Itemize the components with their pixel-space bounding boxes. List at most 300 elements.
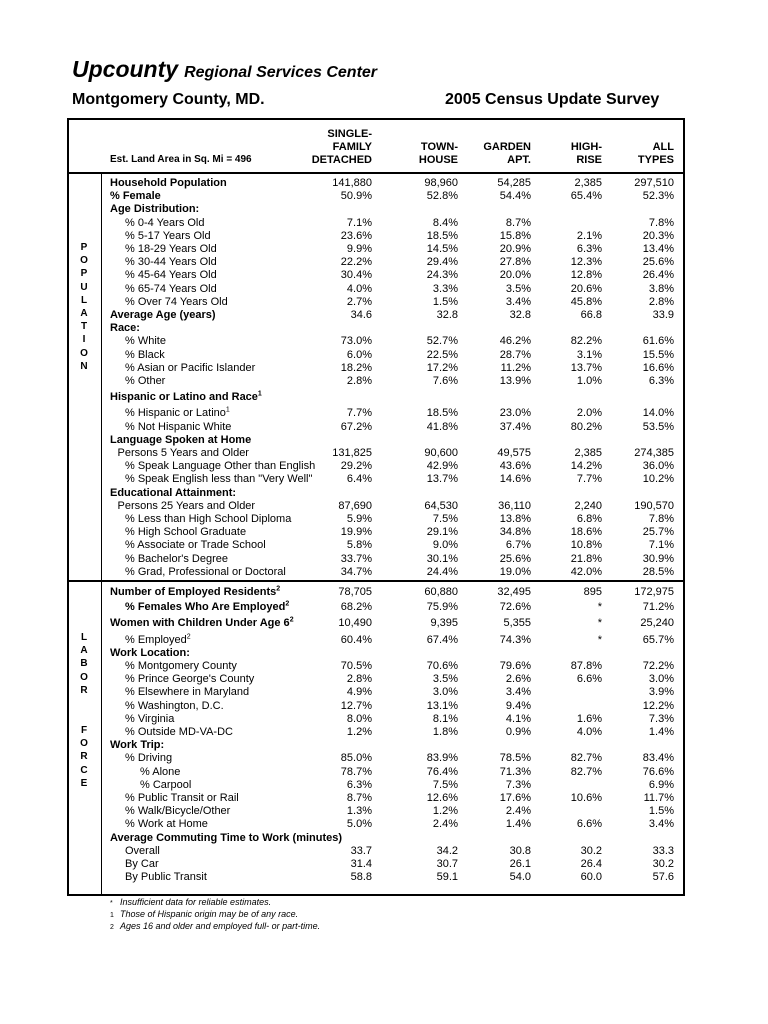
row-value: 2.8% bbox=[346, 673, 372, 686]
table-row bbox=[0, 818, 768, 831]
row-label-text: % 65-74 Years Old bbox=[125, 282, 217, 295]
row-value: 80.2% bbox=[570, 420, 602, 433]
row-value: 7.3% bbox=[505, 778, 531, 791]
row-label bbox=[125, 601, 289, 614]
row-label-text: % Work at Home bbox=[125, 818, 208, 831]
row-label bbox=[110, 203, 199, 216]
table-row bbox=[0, 779, 768, 792]
row-value: 15.8% bbox=[499, 229, 531, 242]
table-row bbox=[0, 752, 768, 765]
row-label-text: % Washington, D.C. bbox=[125, 699, 224, 712]
row-value: 3.5% bbox=[505, 282, 531, 295]
row-value: 1.5% bbox=[432, 295, 458, 308]
row-value: 5.9% bbox=[346, 513, 372, 525]
row-value: 45.8% bbox=[570, 295, 602, 308]
row-value: 9.9% bbox=[346, 243, 372, 255]
labor-letter: B bbox=[80, 658, 88, 670]
row-value: 34.7% bbox=[340, 565, 372, 578]
row-label-text: % Public Transit or Rail bbox=[125, 792, 239, 804]
row-label bbox=[125, 805, 230, 818]
table-row bbox=[0, 686, 768, 699]
row-value: 70.6% bbox=[426, 660, 458, 672]
table-row bbox=[0, 766, 768, 779]
table-row bbox=[0, 447, 768, 460]
row-value: 72.2% bbox=[642, 660, 674, 672]
footnote-ref: 1 bbox=[225, 406, 230, 414]
row-value: 87.8% bbox=[570, 660, 602, 672]
population-letter: U bbox=[80, 281, 88, 293]
table-row bbox=[0, 647, 768, 660]
row-value: 30.8 bbox=[509, 844, 531, 857]
row-value: 2,385 bbox=[574, 447, 602, 459]
row-label bbox=[110, 739, 164, 752]
row-label-text: % Bachelor's Degree bbox=[125, 552, 228, 565]
row-value: 73.0% bbox=[340, 335, 372, 348]
row-value: 9.4% bbox=[505, 699, 531, 712]
row-label bbox=[125, 539, 266, 552]
row-label-text: Work Trip: bbox=[110, 739, 165, 752]
row-value: 30.1% bbox=[426, 552, 458, 565]
row-value: 11.2% bbox=[500, 361, 531, 374]
row-label bbox=[125, 283, 217, 296]
row-value: 7.8% bbox=[648, 216, 674, 229]
row-value: 12.8% bbox=[570, 269, 602, 282]
row-value: 76.6% bbox=[642, 765, 674, 778]
row-value: 72.6% bbox=[499, 601, 531, 614]
footnote-text: Ages 16 and older and employed full- or part-time. bbox=[120, 921, 321, 931]
row-value: 43.6% bbox=[499, 460, 531, 473]
row-value: 8.7% bbox=[505, 216, 531, 229]
population-letter: T bbox=[80, 321, 88, 333]
footnote-text: Insufficient data for reliable estimates. bbox=[120, 897, 272, 907]
force-letter: E bbox=[80, 777, 88, 789]
table-row bbox=[0, 309, 768, 322]
row-label bbox=[125, 407, 230, 420]
row-value: 30.7 bbox=[436, 858, 458, 870]
row-label-text: % 45-64 Years Old bbox=[125, 269, 217, 282]
row-value: 33.7 bbox=[350, 844, 372, 857]
col-head-line: RISE bbox=[576, 154, 602, 166]
row-value: 1.3% bbox=[346, 805, 372, 818]
row-value: 90,600 bbox=[424, 447, 458, 459]
row-label-text: % Montgomery County bbox=[125, 660, 237, 672]
row-value: 6.3% bbox=[576, 243, 602, 255]
row-label-text: % Speak Language Other than English bbox=[125, 460, 316, 473]
row-label-text: Number of Employed Residents bbox=[110, 586, 277, 598]
row-value: 3.5% bbox=[432, 673, 458, 686]
row-label bbox=[140, 779, 191, 792]
row-value: 27.8% bbox=[499, 256, 531, 269]
row-value: 2.4% bbox=[505, 805, 531, 818]
table-row bbox=[0, 553, 768, 566]
row-label-text: % Alone bbox=[140, 765, 181, 778]
row-value: 71.3% bbox=[499, 765, 531, 778]
row-value: 4.1% bbox=[505, 712, 531, 725]
row-label-text: Educational Attainment: bbox=[110, 486, 237, 499]
row-value: 7.1% bbox=[346, 216, 372, 229]
row-label-text: % Black bbox=[125, 348, 165, 361]
row-label-text: Age Distribution: bbox=[110, 203, 200, 216]
row-value: 13.4% bbox=[642, 243, 674, 255]
population-letter: P bbox=[80, 242, 88, 253]
col-head-townhouse bbox=[398, 141, 458, 167]
row-value: 83.9% bbox=[426, 752, 458, 765]
table-row bbox=[0, 487, 768, 500]
table-row bbox=[0, 190, 768, 203]
row-value: 30.2 bbox=[580, 844, 602, 857]
row-label bbox=[125, 726, 233, 739]
row-value: 3.4% bbox=[648, 818, 674, 831]
row-value: 190,570 bbox=[634, 499, 674, 512]
table-row bbox=[0, 586, 768, 599]
row-label-text: % Virginia bbox=[125, 712, 175, 725]
table-row bbox=[0, 349, 768, 362]
table-row bbox=[0, 362, 768, 375]
row-label bbox=[125, 818, 208, 831]
row-value: 52.7% bbox=[426, 335, 458, 348]
row-value: 24.4% bbox=[426, 565, 458, 578]
row-label-text: % High School Graduate bbox=[125, 526, 247, 539]
row-label bbox=[110, 832, 342, 845]
table-row bbox=[0, 713, 768, 726]
table-row bbox=[0, 421, 768, 434]
table-row bbox=[0, 513, 768, 526]
row-value: 29.4% bbox=[426, 256, 458, 269]
row-value: 1.4% bbox=[505, 818, 531, 831]
row-value: 6.6% bbox=[576, 673, 602, 686]
table-row bbox=[0, 858, 768, 871]
row-value: 13.8% bbox=[499, 513, 531, 525]
row-label-text: % Asian or Pacific Islander bbox=[125, 361, 256, 374]
row-value: 6.4% bbox=[346, 473, 372, 486]
row-value: 50.9% bbox=[340, 190, 372, 203]
row-value: 2.8% bbox=[648, 295, 674, 308]
row-label-text: Race: bbox=[110, 322, 140, 335]
table-row bbox=[0, 296, 768, 309]
row-label bbox=[110, 617, 294, 630]
row-value: 3.4% bbox=[505, 686, 531, 699]
row-value: 172,975 bbox=[634, 586, 674, 598]
row-label-text: By Car bbox=[125, 858, 159, 870]
labor-letter: A bbox=[80, 645, 88, 657]
row-value: 87,690 bbox=[338, 499, 372, 512]
row-label bbox=[110, 322, 140, 335]
table-row bbox=[0, 460, 768, 473]
row-value: 2.0% bbox=[576, 407, 602, 420]
table-row bbox=[0, 322, 768, 335]
row-label-text: % 30-44 Years Old bbox=[125, 256, 217, 269]
row-label bbox=[125, 335, 166, 348]
row-value: 60,880 bbox=[424, 586, 458, 598]
row-value: 26.4 bbox=[580, 858, 602, 870]
row-label bbox=[125, 526, 246, 539]
row-value: 66.8 bbox=[580, 309, 602, 321]
row-value: 2.4% bbox=[432, 818, 458, 831]
row-label-text: Overall bbox=[125, 844, 160, 857]
row-value: 2,385 bbox=[574, 177, 602, 189]
row-label bbox=[125, 256, 217, 269]
row-value: 8.4% bbox=[432, 216, 458, 229]
row-value: 10.6% bbox=[570, 792, 602, 804]
row-value: 67.4% bbox=[426, 633, 458, 646]
row-label-text: % White bbox=[125, 335, 166, 348]
table-row bbox=[0, 217, 768, 230]
row-label-text: % Less than High School Diploma bbox=[125, 513, 292, 525]
col-head-line: FAMILY bbox=[332, 141, 372, 153]
row-value: 23.0% bbox=[499, 407, 531, 420]
row-label bbox=[125, 375, 165, 388]
force-letter: R bbox=[80, 751, 88, 763]
row-label-text: Household Population bbox=[110, 177, 227, 189]
footnote-mark: 1 bbox=[110, 912, 114, 919]
row-value: 76.4% bbox=[426, 765, 458, 778]
population-letter: A bbox=[80, 308, 88, 320]
col-head-line: HIGH- bbox=[570, 141, 602, 153]
row-label bbox=[110, 391, 262, 404]
table-row bbox=[0, 434, 768, 447]
row-label-text: By Public Transit bbox=[125, 871, 207, 884]
row-value: 34.8% bbox=[499, 526, 531, 539]
row-value: 131,825 bbox=[332, 447, 372, 459]
row-label-text: % Elsewhere in Maryland bbox=[125, 686, 250, 699]
row-value: 70.5% bbox=[340, 660, 372, 672]
col-head-all-types bbox=[614, 141, 674, 167]
table-row bbox=[0, 391, 768, 404]
row-value: 18.2% bbox=[340, 361, 372, 374]
force-letter: O bbox=[80, 738, 88, 750]
row-value: 79.6% bbox=[499, 660, 531, 672]
row-value: 71.2% bbox=[642, 601, 674, 614]
row-value: 78.7% bbox=[340, 765, 372, 778]
row-value: 9,395 bbox=[430, 617, 458, 630]
row-value: 5.8% bbox=[346, 539, 372, 552]
row-label-text: % Speak English less than "Very Well" bbox=[125, 473, 313, 486]
population-letter: N bbox=[80, 360, 88, 372]
row-value: 57.6 bbox=[652, 871, 674, 884]
col-head-garden-apt bbox=[470, 141, 531, 167]
table-row bbox=[0, 871, 768, 884]
table-row bbox=[0, 805, 768, 818]
row-value: 25.6% bbox=[642, 256, 674, 269]
row-value: 78.5% bbox=[499, 752, 531, 765]
row-value: 3.0% bbox=[432, 686, 458, 699]
row-label-text: % Walk/Bicycle/Other bbox=[125, 805, 231, 818]
row-value: 83.4% bbox=[642, 752, 674, 765]
row-value: 14.0% bbox=[642, 407, 674, 420]
row-label bbox=[125, 296, 228, 309]
col-head-high-rise bbox=[542, 141, 602, 167]
col-head-line: TOWN- bbox=[420, 141, 458, 153]
row-value: 98,960 bbox=[424, 177, 458, 189]
row-label-text: Average Age (years) bbox=[110, 309, 216, 321]
table-row bbox=[0, 792, 768, 805]
row-label bbox=[125, 845, 160, 858]
table-row bbox=[0, 473, 768, 486]
row-value: 5.0% bbox=[346, 818, 372, 831]
row-label-text: % Female bbox=[110, 190, 161, 203]
population-letter: P bbox=[80, 268, 88, 280]
row-value: 68.2% bbox=[340, 601, 372, 614]
row-value: 20.6% bbox=[570, 282, 602, 295]
row-label-text: Work Location: bbox=[110, 646, 190, 659]
row-value: 13.7% bbox=[570, 361, 602, 374]
row-value: 6.3% bbox=[346, 778, 372, 791]
row-value: 60.0 bbox=[580, 871, 602, 884]
row-value: 7.5% bbox=[432, 513, 458, 525]
row-value: 1.2% bbox=[346, 726, 372, 738]
row-value: 32.8 bbox=[436, 309, 458, 321]
row-value: 60.4% bbox=[340, 633, 372, 646]
row-value: 3.4% bbox=[505, 295, 531, 308]
row-value: 11.7% bbox=[643, 792, 674, 804]
row-value: 3.0% bbox=[648, 673, 674, 686]
footnote-mark: * bbox=[110, 900, 113, 907]
row-value: 67.2% bbox=[340, 420, 372, 433]
county-name: Montgomery County, MD. bbox=[72, 91, 265, 108]
row-value: 42.0% bbox=[570, 565, 602, 578]
row-value: 10,490 bbox=[338, 617, 372, 630]
row-label-text: % Not Hispanic White bbox=[125, 420, 232, 433]
row-value: 16.6% bbox=[642, 361, 674, 374]
col-head-single-family bbox=[300, 128, 372, 167]
row-value: 13.7% bbox=[426, 473, 458, 486]
row-value: 32.8 bbox=[509, 309, 531, 321]
row-value: 82.2% bbox=[570, 335, 602, 348]
row-label bbox=[125, 553, 228, 566]
row-label-text: Persons 25 Years and Older bbox=[117, 499, 256, 512]
survey-name: 2005 Census Update Survey bbox=[445, 91, 660, 108]
col-head-line: TYPES bbox=[637, 154, 674, 166]
table-row bbox=[0, 634, 768, 647]
row-label bbox=[125, 421, 231, 434]
row-value: 7.1% bbox=[648, 539, 674, 552]
row-value: 7.8% bbox=[648, 513, 674, 525]
row-label bbox=[125, 660, 237, 673]
row-value: 65.7% bbox=[642, 633, 674, 646]
table-row bbox=[0, 673, 768, 686]
row-value: 23.6% bbox=[340, 229, 372, 242]
row-value: 7.7% bbox=[346, 407, 372, 420]
row-label-text: % Over 74 Years Old bbox=[125, 295, 228, 308]
row-value: 12.2% bbox=[642, 699, 674, 712]
row-label bbox=[125, 243, 217, 256]
row-label bbox=[110, 647, 190, 660]
row-label-text: Women with Children Under Age 6 bbox=[110, 617, 290, 630]
row-label-text: % 5-17 Years Old bbox=[125, 229, 211, 242]
row-value: 17.6% bbox=[499, 792, 531, 804]
row-value: 25.7% bbox=[642, 526, 674, 539]
row-value: 6.6% bbox=[576, 818, 602, 831]
table-row bbox=[0, 601, 768, 614]
row-value: * bbox=[597, 617, 602, 630]
col-head-line: ALL bbox=[652, 141, 674, 153]
row-label bbox=[125, 792, 239, 805]
row-value: 4.0% bbox=[346, 282, 372, 295]
labor-letter: O bbox=[80, 671, 88, 683]
row-value: 5,355 bbox=[503, 617, 531, 630]
footnote bbox=[110, 909, 320, 921]
report-title bbox=[72, 56, 377, 83]
row-label-text: % Associate or Trade School bbox=[125, 539, 266, 552]
footnotes bbox=[110, 897, 320, 933]
row-label-text: % Employed bbox=[125, 633, 187, 646]
row-value: 7.5% bbox=[432, 778, 458, 791]
row-label-text: Language Spoken at Home bbox=[110, 433, 252, 446]
row-value: 895 bbox=[583, 586, 602, 598]
row-value: 32,495 bbox=[497, 586, 531, 598]
row-value: 82.7% bbox=[570, 765, 602, 778]
footnote-ref: 2 bbox=[289, 616, 294, 624]
footnote bbox=[110, 897, 320, 909]
row-value: 12.7% bbox=[340, 699, 372, 712]
row-value: 46.2% bbox=[499, 335, 531, 348]
row-label-text: % Driving bbox=[125, 752, 173, 765]
row-value: 6.3% bbox=[648, 375, 674, 387]
header-divider bbox=[67, 172, 685, 174]
row-value: 8.1% bbox=[432, 712, 458, 725]
row-label-text: % 0-4 Years Old bbox=[125, 216, 205, 229]
row-label bbox=[125, 473, 312, 486]
section-divider bbox=[67, 580, 685, 582]
row-value: 34.2 bbox=[436, 844, 458, 857]
table-row bbox=[0, 539, 768, 552]
row-value: 25.6% bbox=[499, 552, 531, 565]
row-value: 65.4% bbox=[570, 190, 602, 203]
row-value: 61.6% bbox=[642, 335, 674, 348]
row-value: 2,240 bbox=[574, 499, 602, 512]
row-value: 19.9% bbox=[340, 526, 372, 539]
row-value: 17.2% bbox=[426, 361, 458, 374]
row-value: 58.8 bbox=[350, 871, 372, 884]
row-value: 141,880 bbox=[332, 177, 372, 189]
table-row bbox=[0, 256, 768, 269]
row-value: 33.7% bbox=[340, 552, 372, 565]
row-value: 34.6 bbox=[350, 309, 372, 321]
row-value: 54.0 bbox=[509, 871, 531, 884]
row-label-text: % 18-29 Years Old bbox=[125, 243, 217, 255]
col-head-line: SINGLE- bbox=[327, 128, 372, 140]
row-value: 52.3% bbox=[642, 190, 674, 203]
row-value: 6.9% bbox=[648, 778, 674, 791]
row-value: 297,510 bbox=[634, 177, 674, 189]
row-label bbox=[125, 752, 172, 765]
row-value: 85.0% bbox=[340, 752, 372, 765]
row-label-text: Average Commuting Time to Work (minutes) bbox=[110, 831, 343, 844]
row-value: 4.0% bbox=[576, 726, 602, 738]
row-value: 9.0% bbox=[432, 539, 458, 552]
row-value: 18.5% bbox=[426, 407, 458, 420]
table-row bbox=[0, 375, 768, 388]
row-value: 21.8% bbox=[570, 552, 602, 565]
row-label bbox=[125, 513, 291, 526]
row-value: 53.5% bbox=[642, 420, 674, 433]
row-value: 1.8% bbox=[432, 726, 458, 738]
row-value: 1.0% bbox=[576, 375, 602, 387]
row-value: * bbox=[597, 633, 602, 646]
row-value: 42.9% bbox=[426, 460, 458, 473]
row-value: 22.2% bbox=[340, 256, 372, 269]
row-value: 4.9% bbox=[346, 686, 372, 699]
row-value: 36.0% bbox=[642, 460, 674, 473]
row-label-text: % Other bbox=[125, 375, 166, 387]
table-row bbox=[0, 845, 768, 858]
row-label bbox=[110, 190, 161, 203]
row-value: 6.8% bbox=[576, 513, 602, 525]
footnote-ref: 2 bbox=[186, 632, 191, 640]
row-label-text: % Carpool bbox=[140, 778, 192, 791]
row-value: 2.8% bbox=[346, 375, 372, 387]
row-label bbox=[110, 487, 236, 500]
